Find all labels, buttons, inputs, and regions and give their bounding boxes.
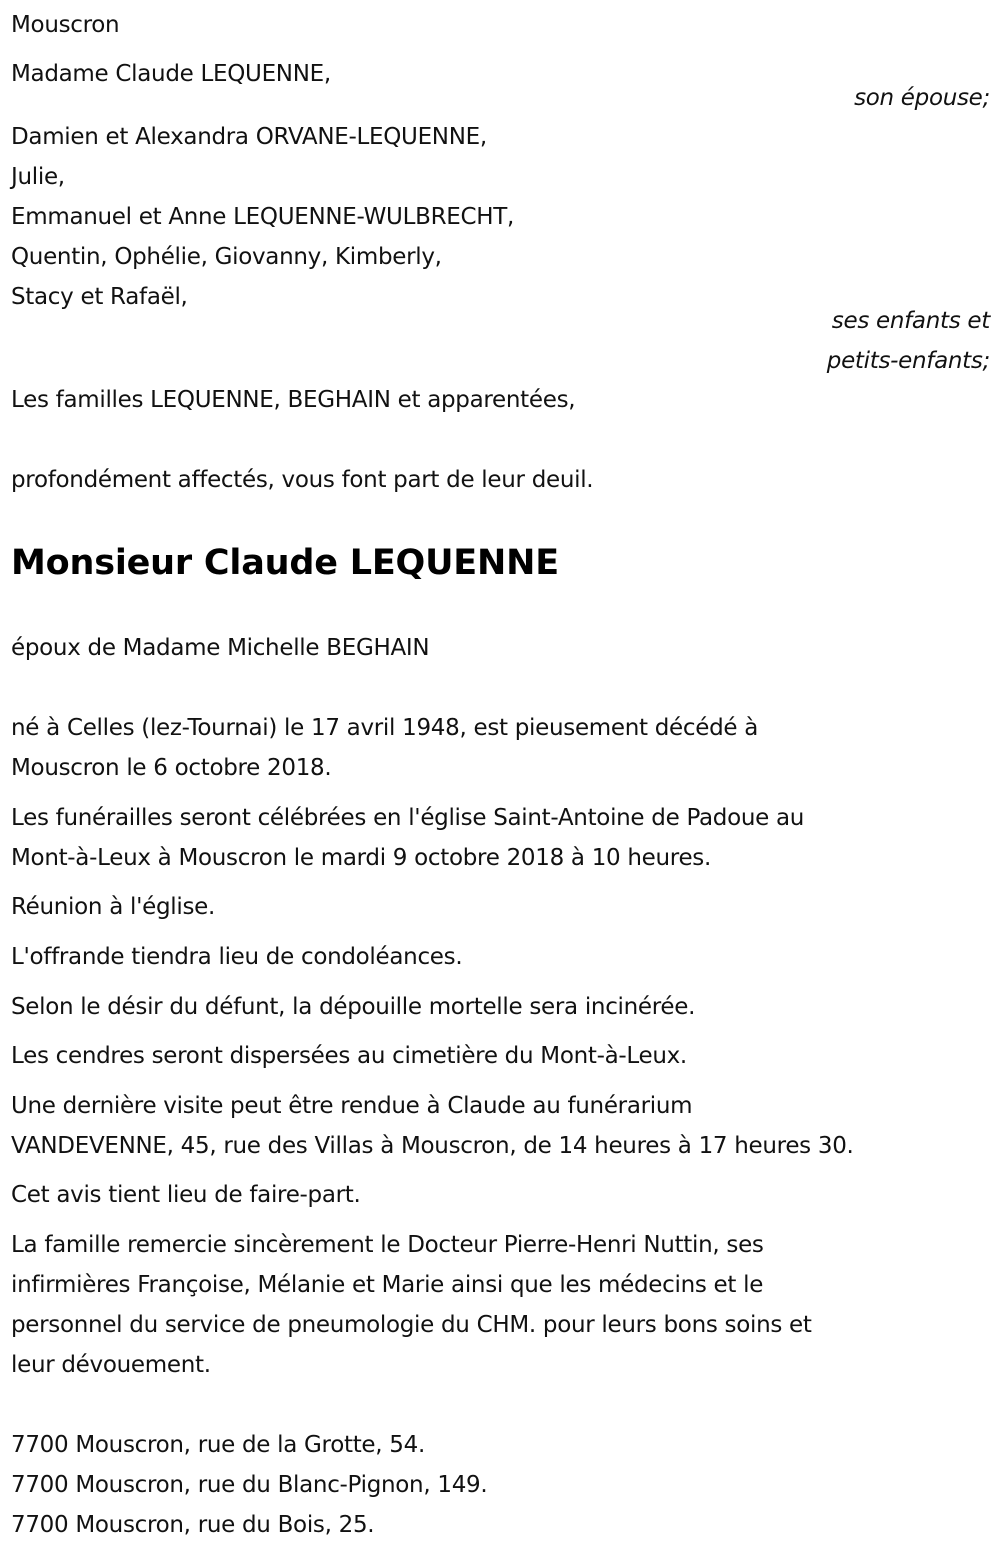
address-line: 7700 Mouscron, rue du Bois, 25. xyxy=(11,1512,375,1538)
address-line: 7700 Mouscron, rue du Blanc-Pignon, 149. xyxy=(11,1472,488,1498)
meeting-line: Réunion à l'église. xyxy=(11,894,215,920)
child-line: Emmanuel et Anne LEQUENNE-WULBRECHT, xyxy=(11,204,514,230)
visit-line: VANDEVENNE, 45, rue des Villas à Mouscron, de 14 heures à 17 heures 30. xyxy=(11,1133,854,1159)
funeral-line: Les funérailles seront célébrées en l'église Saint-Antoine de Padoue au xyxy=(11,805,805,831)
notice-line: Cet avis tient lieu de faire-part. xyxy=(11,1182,361,1208)
thanks-line: infirmières Françoise, Mélanie et Marie ainsi que les médecins et le xyxy=(11,1272,764,1298)
deceased-name-heading: Monsieur Claude LEQUENNE xyxy=(11,543,559,583)
funeral-line: Mont-à-Leux à Mouscron le mardi 9 octobre 2018 à 10 heures. xyxy=(11,845,711,871)
child-line: Julie, xyxy=(11,164,65,190)
child-line: Damien et Alexandra ORVANE-LEQUENNE, xyxy=(11,124,487,150)
children-role-line2: petits-enfants; xyxy=(826,348,990,374)
ashes-line: Les cendres seront dispersées au cimetière du Mont-à-Leux. xyxy=(11,1043,687,1069)
announcement-line: profondément affectés, vous font part de leur deuil. xyxy=(11,467,594,493)
thanks-line: leur dévouement. xyxy=(11,1352,211,1378)
thanks-line: La famille remercie sincèrement le Docteur Pierre-Henri Nuttin, ses xyxy=(11,1232,764,1258)
location-header: Mouscron xyxy=(11,12,120,38)
birth-death-line: Mouscron le 6 octobre 2018. xyxy=(11,755,332,781)
children-role-line1: ses enfants et xyxy=(831,308,990,334)
families-line: Les familles LEQUENNE, BEGHAIN et apparentées, xyxy=(11,387,576,413)
offering-line: L'offrande tiendra lieu de condoléances. xyxy=(11,944,463,970)
birth-death-line: né à Celles (lez-Tournai) le 17 avril 1948, est pieusement décédé à xyxy=(11,715,759,741)
address-line: 7700 Mouscron, rue de la Grotte, 54. xyxy=(11,1432,425,1458)
thanks-line: personnel du service de pneumologie du CHM. pour leurs bons soins et xyxy=(11,1312,812,1338)
spouse-of-line: époux de Madame Michelle BEGHAIN xyxy=(11,635,430,661)
spouse-role: son épouse; xyxy=(854,85,990,111)
child-line: Stacy et Rafaël, xyxy=(11,284,188,310)
spouse-name: Madame Claude LEQUENNE, xyxy=(11,61,331,87)
visit-line: Une dernière visite peut être rendue à Claude au funérarium xyxy=(11,1093,693,1119)
child-line: Quentin, Ophélie, Giovanny, Kimberly, xyxy=(11,244,442,270)
cremation-line: Selon le désir du défunt, la dépouille mortelle sera incinérée. xyxy=(11,994,696,1020)
